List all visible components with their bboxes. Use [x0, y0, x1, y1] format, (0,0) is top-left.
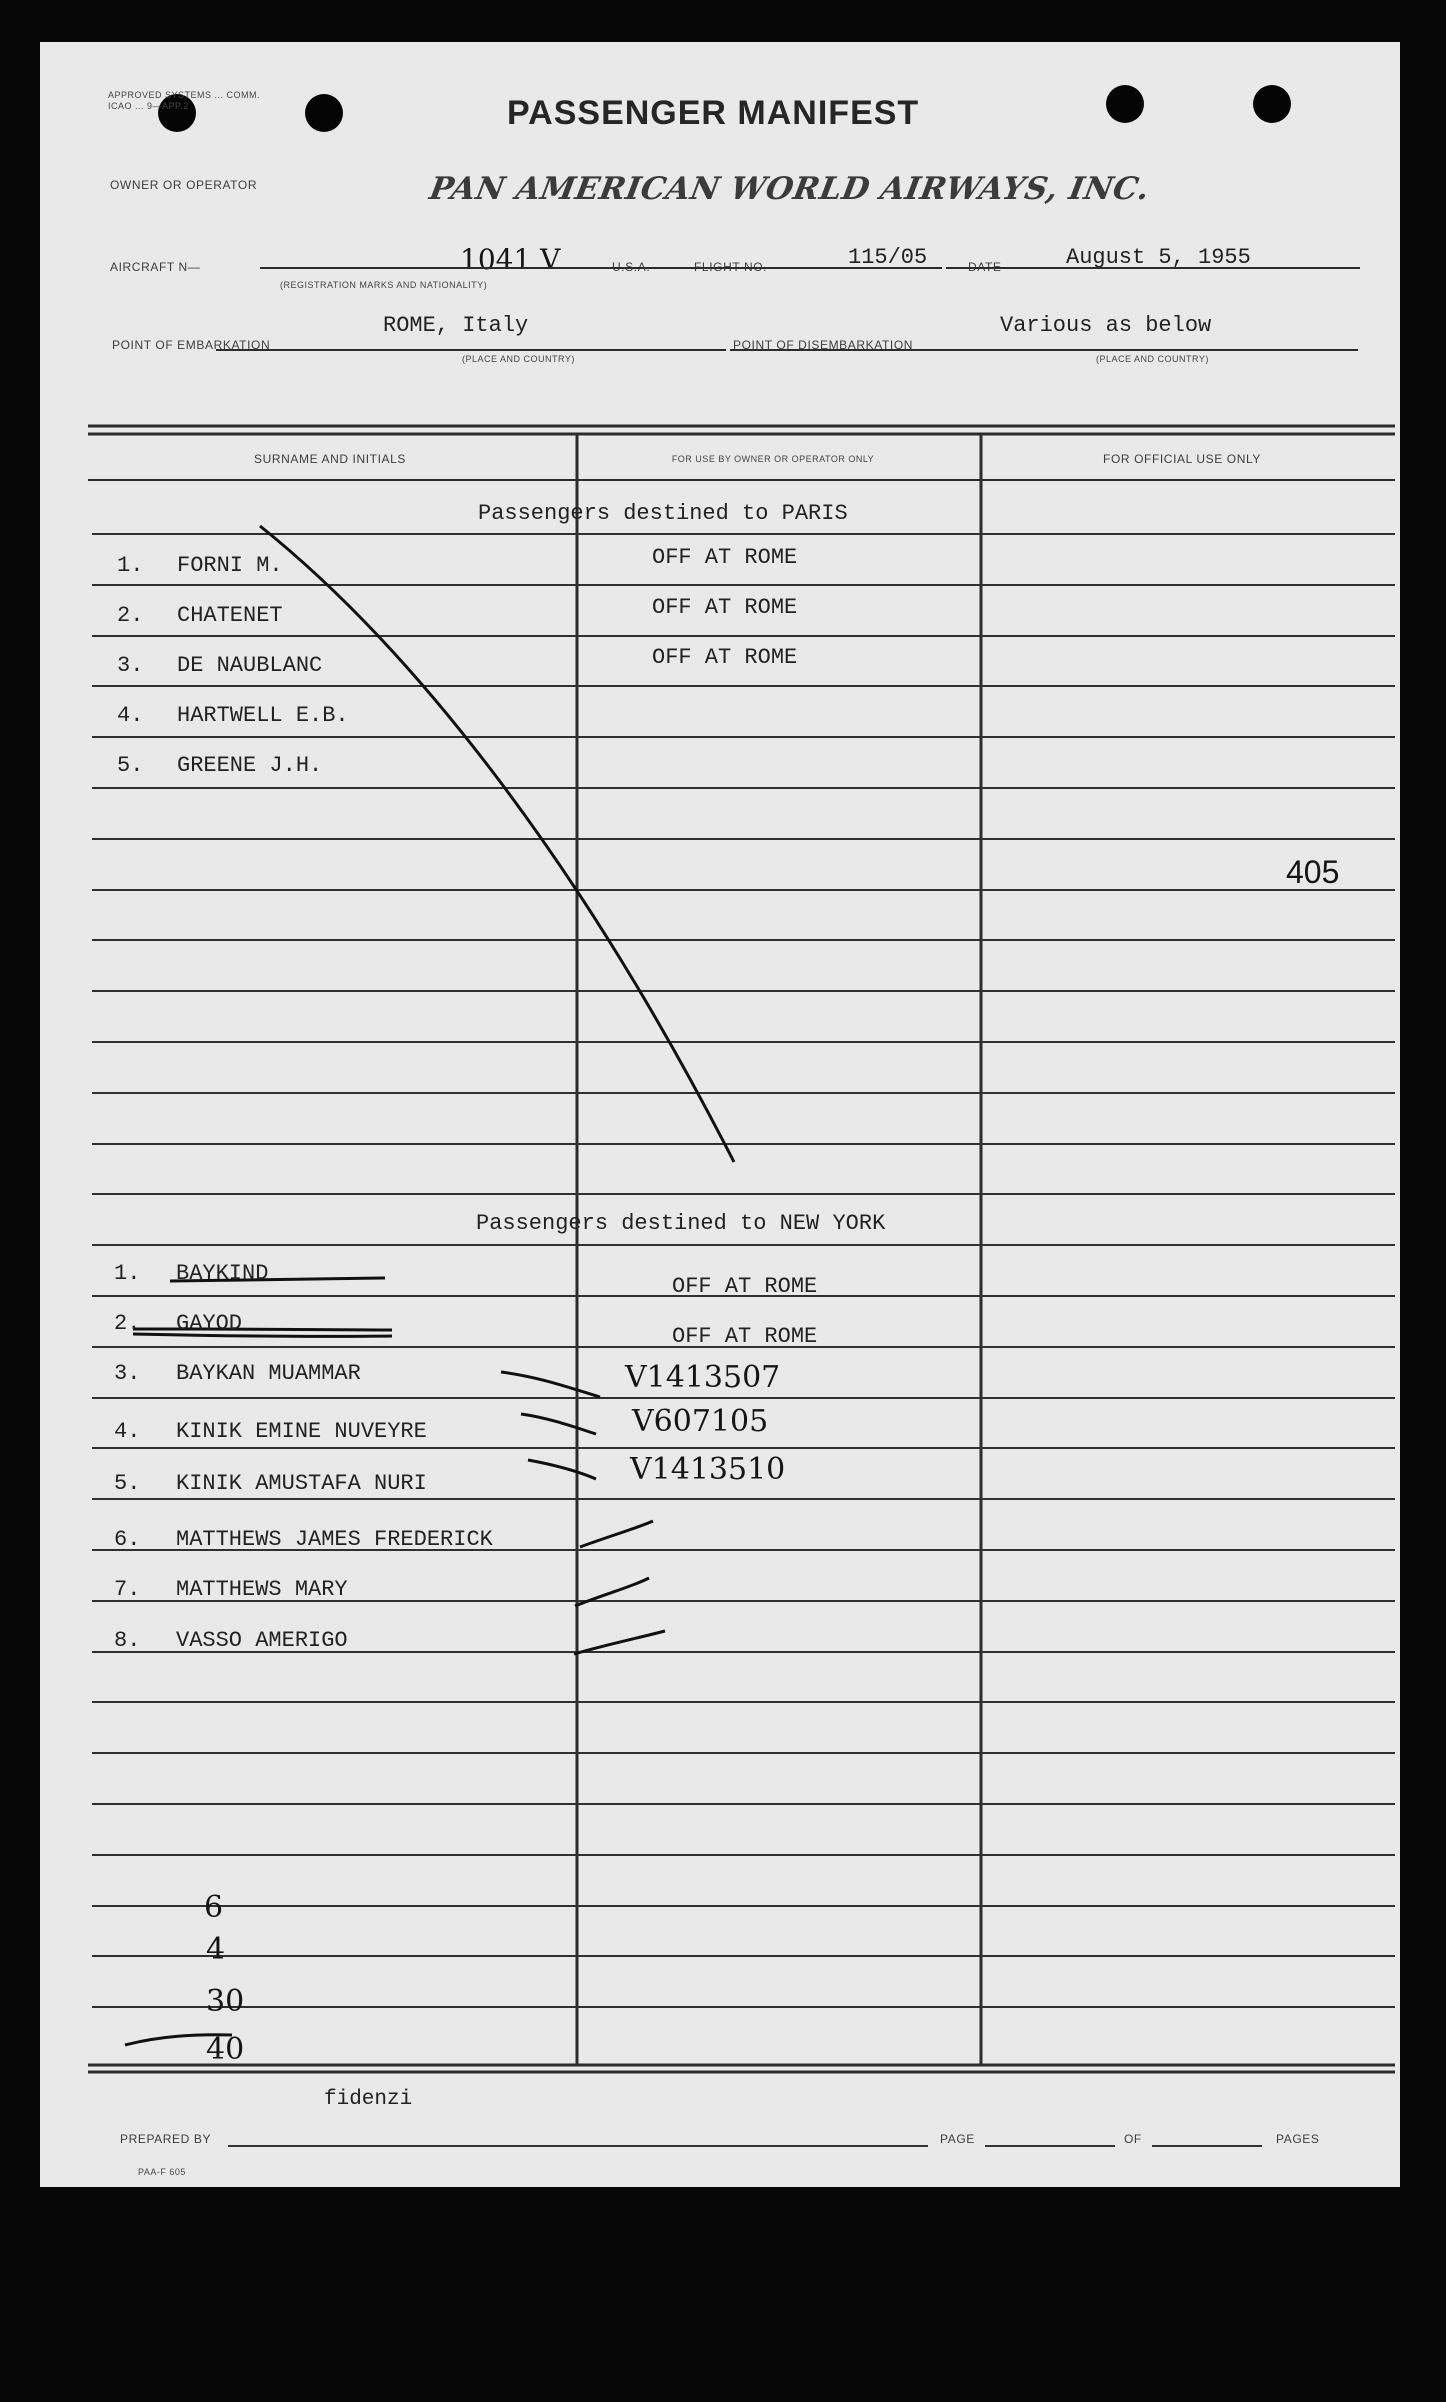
- manifest-ruling: [40, 42, 1400, 2187]
- header-surname: SURNAME AND INITIALS: [253, 452, 407, 466]
- new-york-row-name: BAYKAN MUAMMAR: [176, 1361, 361, 1386]
- aircraft-value: 1041 V: [460, 243, 561, 276]
- new-york-row-number: 7.: [114, 1577, 141, 1602]
- paris-row-name: CHATENET: [177, 603, 283, 628]
- tally-mark: 4: [206, 1932, 226, 1967]
- paris-row-number: 2.: [117, 603, 144, 628]
- passenger-manifest-page: [40, 42, 1400, 2187]
- new-york-row-name: KINIK EMINE NUVEYRE: [176, 1419, 427, 1444]
- visa-number: V1413510: [630, 1452, 786, 1487]
- flight-label: FLIGHT NO.: [694, 260, 768, 274]
- paris-row-name: GREENE J.H.: [177, 753, 323, 778]
- paris-row-name: FORNI M.: [177, 553, 283, 578]
- paris-row-name: DE NAUBLANC: [177, 653, 323, 678]
- new-york-row-number: 3.: [114, 1361, 141, 1386]
- new-york-row-remark: OFF AT ROME: [672, 1324, 818, 1349]
- prepared-by-line: [228, 2145, 928, 2147]
- page-label: PAGE: [940, 2132, 975, 2146]
- paris-row-name: HARTWELL E.B.: [177, 703, 349, 728]
- new-york-row-number: 6.: [114, 1527, 141, 1552]
- header-official: FOR OFFICIAL USE ONLY: [1103, 452, 1261, 466]
- paris-row-number: 5.: [117, 753, 144, 778]
- visa-number: V1413507: [625, 1360, 781, 1395]
- section-header-paris: Passengers destined to PARIS: [478, 501, 848, 526]
- paris-row-remark: OFF AT ROME: [652, 545, 798, 570]
- new-york-row-name: BAYKIND: [176, 1261, 269, 1286]
- paris-row-number: 4.: [117, 703, 144, 728]
- flight-value: 115/05: [848, 245, 928, 270]
- of-label: OF: [1124, 2132, 1142, 2146]
- aircraft-label: AIRCRAFT N—: [110, 260, 201, 274]
- aircraft-note: (REGISTRATION MARKS AND NATIONALITY): [280, 280, 488, 290]
- section-header-new-york: Passengers destined to NEW YORK: [476, 1211, 886, 1236]
- tally-mark: 6: [204, 1890, 224, 1925]
- manifest-title: PASSENGER MANIFEST: [507, 94, 920, 132]
- new-york-row-number: 2.: [114, 1311, 141, 1336]
- owner-value: PAN AMERICAN WORLD AIRWAYS, INC.: [426, 171, 1153, 207]
- new-york-row-remark: OFF AT ROME: [672, 1274, 818, 1299]
- disembark-label: POINT OF DISEMBARKATION: [733, 338, 914, 352]
- tally-mark: 40: [206, 2032, 245, 2067]
- new-york-row-number: 4.: [114, 1419, 141, 1444]
- new-york-row-name: VASSO AMERIGO: [176, 1628, 348, 1653]
- official-number: 405: [1286, 854, 1340, 890]
- embark-value: ROME, Italy: [383, 313, 529, 338]
- new-york-row-name: MATTHEWS MARY: [176, 1577, 348, 1602]
- preparer-value: fidenzi: [324, 2088, 413, 2111]
- form-code: PAA-F 605: [138, 2167, 186, 2177]
- pages-label: PAGES: [1276, 2132, 1320, 2146]
- usa-label: U.S.A.: [612, 260, 651, 274]
- embark-note: (PLACE AND COUNTRY): [462, 354, 575, 364]
- new-york-row-number: 8.: [114, 1628, 141, 1653]
- new-york-row-name: KINIK AMUSTAFA NURI: [176, 1471, 427, 1496]
- page-line: [985, 2145, 1115, 2147]
- new-york-row-number: 5.: [114, 1471, 141, 1496]
- date-value: August 5, 1955: [1066, 245, 1251, 270]
- paris-row-number: 3.: [117, 653, 144, 678]
- disembark-value: Various as below: [1000, 313, 1212, 338]
- new-york-row-name: GAYOD: [176, 1311, 243, 1336]
- paris-row-remark: OFF AT ROME: [652, 595, 798, 620]
- disembark-note: (PLACE AND COUNTRY): [1096, 354, 1209, 364]
- paris-row-remark: OFF AT ROME: [652, 645, 798, 670]
- embark-label: POINT OF EMBARKATION: [112, 338, 271, 352]
- prepared-by-label: PREPARED BY: [120, 2132, 212, 2146]
- paris-row-number: 1.: [117, 553, 144, 578]
- approval-note: APPROVED SYSTEMS ... COMM. ICAO ... 9—APP.2: [108, 90, 261, 111]
- visa-number: V607105: [632, 1404, 769, 1439]
- date-label: DATE: [968, 260, 1002, 274]
- new-york-row-number: 1.: [114, 1261, 141, 1286]
- tally-mark: 30: [206, 1984, 245, 2019]
- header-owner: FOR USE BY OWNER OR OPERATOR ONLY: [671, 454, 875, 464]
- of-line: [1152, 2145, 1262, 2147]
- owner-label: OWNER OR OPERATOR: [110, 178, 258, 192]
- new-york-row-name: MATTHEWS JAMES FREDERICK: [176, 1527, 493, 1552]
